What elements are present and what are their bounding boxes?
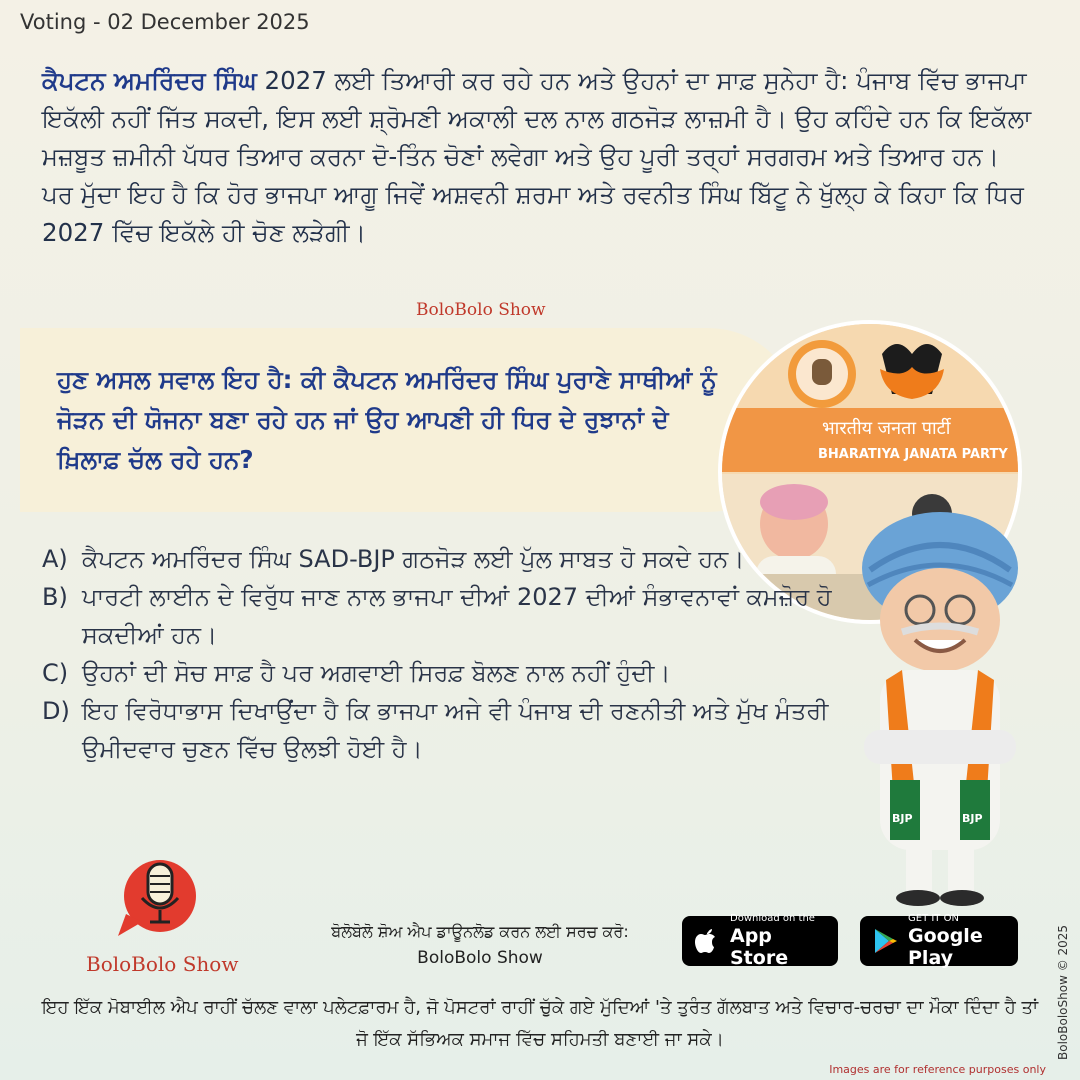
app-search-name: BoloBolo Show — [417, 948, 543, 968]
option-text: ਇਹ ਵਿਰੋਧਾਭਾਸ ਦਿਖਾਉਂਦਾ ਹੈ ਕਿ ਭਾਜਪਾ ਅਜੇ ਵੀ ਪੰਜਾਬ ਦੀ ਰਣਨੀਤੀ ਅਤੇ ਮੁੱਖ ਮੰਤਰੀ ਉਮੀਦਵਾਰ ਚੁਣਨ ਵਿੱਚ ਉਲਝੀ ਹੋਈ ਹੈ। — [82, 697, 829, 763]
appstore-small-text: Download on the — [730, 913, 815, 924]
intro-paragraph — [42, 62, 1032, 252]
logo-text: BoloBolo Show — [86, 952, 239, 976]
question-text: ਹੁਣ ਅਸਲ ਸਵਾਲ ਇਹ ਹੈ: ਕੀ ਕੈਪਟਨ ਅਮਰਿੰਦਰ ਸਿੰਘ ਪੁਰਾਣੇ ਸਾਥੀਆਂ ਨੂੰ ਜੋੜਨ ਦੀ ਯੋਜਨਾ ਬਣਾ ਰਹੇ ਹਨ ਜਾਂ ਉਹ ਆਪਣੀ ਹੀ ਧਿਰ ਦੇ ਰੁਝਾਨਾਂ ਦੇ ਖ਼ਿਲਾਫ਼ ਚੱਲ ਰਹੇ ਹਨ? — [57, 365, 717, 474]
option-letter: C) — [42, 659, 69, 687]
option-text: ਉਹਨਾਂ ਦੀ ਸੋਚ ਸਾਫ਼ ਹੈ ਪਰ ਅਗਵਾਈ ਸਿਰਫ਼ ਬੋਲਣ ਨਾਲ ਨਹੀਂ ਹੁੰਦੀ। — [82, 659, 671, 687]
option-letter: A) — [42, 545, 68, 573]
disclaimer-text: Images are for reference purposes only — [829, 1063, 1046, 1076]
google-play-icon — [870, 926, 900, 956]
caricature-figure — [840, 510, 1040, 910]
microphone-icon — [86, 850, 246, 950]
photo-banner-hindi: भारतीय जनता पार्टी — [822, 418, 951, 439]
scarf-text-left: BJP — [892, 812, 913, 825]
app-store-button[interactable] — [682, 913, 838, 969]
photo-banner-english: BHARATIYA JANATA PARTY — [818, 447, 1008, 462]
app-search-prompt: ਬੋਲੋਬੋਲੋ ਸ਼ੋਅ ਐਪ ਡਾਊਨਲੋਡ ਕਰਨ ਲਈ ਸਰਚ ਕਰੋ: — [331, 922, 629, 941]
scarf-text-right: BJP — [962, 812, 983, 825]
option-d[interactable] — [42, 692, 832, 768]
date-label: Voting - 02 December 2025 — [20, 10, 310, 34]
answer-options — [42, 540, 832, 768]
google-play-button[interactable] — [860, 913, 1018, 969]
option-text: ਕੈਪਟਨ ਅਮਰਿੰਦਰ ਸਿੰਘ SAD-BJP ਗਠਜੋੜ ਲਈ ਪੁੱਲ ਸਾਬਤ ਹੋ ਸਕਦੇ ਹਨ। — [82, 545, 745, 573]
copyright-text: BoloBoloShow © 2025 — [1056, 924, 1070, 1060]
googleplay-small-text: GET IT ON — [908, 913, 959, 924]
appstore-big-text: App Store — [730, 925, 789, 969]
option-b[interactable] — [42, 578, 832, 654]
option-c[interactable] — [42, 654, 832, 692]
apple-icon — [692, 926, 722, 956]
footer-description: ਇਹ ਇੱਕ ਮੋਬਾਈਲ ਐਪ ਰਾਹੀਂ ਚੱਲਣ ਵਾਲਾ ਪਲੇਟਫ਼ਾਰਮ ਹੈ, ਜੋ ਪੋਸਟਰਾਂ ਰਾਹੀਂ ਚੁੱਕੇ ਗਏ ਮੁੱਦਿਆਂ 'ਤੇ ਤੁਰੰਤ ਗੱਲਬਾਤ ਅਤੇ ਵਿਚਾਰ-ਚਰਚਾ ਦਾ ਮੌਕਾ ਦਿੰਦਾ ਹੈ ਤਾਂ ਜੋ ਇੱਕ ਸੱਭਿਅਕ ਸਮਾਜ ਵਿੱਚ ਸਹਿਮਤੀ ਬਣਾਈ ਜਾ ਸਕੇ। — [41, 997, 1039, 1050]
watermark-text: BoloBolo Show — [416, 300, 546, 320]
intro-text: 2027 ਲਈ ਤਿਆਰੀ ਕਰ ਰਹੇ ਹਨ ਅਤੇ ਉਹਨਾਂ ਦਾ ਸਾਫ਼ ਸੁਨੇਹਾ ਹੈ: ਪੰਜਾਬ ਵਿੱਚ ਭਾਜਪਾ ਇਕੱਲੀ ਨਹੀਂ ਜਿੱਤ ਸਕਦੀ, ਇਸ ਲਈ ਸ਼੍ਰੋਮਣੀ ਅਕਾਲੀ ਦਲ ਨਾਲ ਗਠਜੋੜ ਲਾਜ਼ਮੀ ਹੈ। ਉਹ ਕਹਿੰਦੇ ਹਨ ਕਿ ਇਕੱਲਾ ਮਜ਼ਬੂਤ ਜ਼ਮੀਨੀ ਪੱਧਰ ਤਿਆਰ ਕਰਨਾ ਦੋ-ਤਿੰਨ ਚੋਣਾਂ ਲਵੇਗਾ ਅਤੇ ਉਹ ਪੂਰੀ ਤਰ੍ਹਾਂ ਸਰਗਰਮ ਅਤੇ ਤਿਆਰ ਹਨ। ਪਰ ਮੁੱਦਾ ਇਹ ਹੈ ਕਿ ਹੋਰ ਭਾਜਪਾ ਆਗੂ ਜਿਵੇਂ ਅਸ਼ਵਨੀ ਸ਼ਰਮਾ ਅਤੇ ਰਵਨੀਤ ਸਿੰਘ ਬਿੱਟੂ ਨੇ ਖੁੱਲ੍ਹ ਕੇ ਕਿਹਾ ਕਿ ਧਿਰ 2027 ਵਿੱਚ ਇਕੱਲੇ ਹੀ ਚੋਣ ਲੜੇਗੀ। — [42, 66, 1032, 247]
intro-highlight: ਕੈਪਟਨ ਅਮਰਿੰਦਰ ਸਿੰਘ — [42, 66, 257, 95]
option-letter: D) — [42, 697, 70, 725]
caricature-illustration — [840, 510, 1040, 910]
googleplay-big-text: Google Play — [908, 925, 983, 969]
option-letter: B) — [42, 583, 68, 611]
option-text: ਪਾਰਟੀ ਲਾਈਨ ਦੇ ਵਿਰੁੱਧ ਜਾਣ ਨਾਲ ਭਾਜਪਾ ਦੀਆਂ 2027 ਦੀਆਂ ਸੰਭਾਵਨਾਵਾਂ ਕਮਜ਼ੋਰ ਹੋ ਸਕਦੀਆਂ ਹਨ। — [82, 583, 832, 649]
option-a[interactable] — [42, 540, 832, 578]
copyright-vertical — [1052, 900, 1072, 1060]
